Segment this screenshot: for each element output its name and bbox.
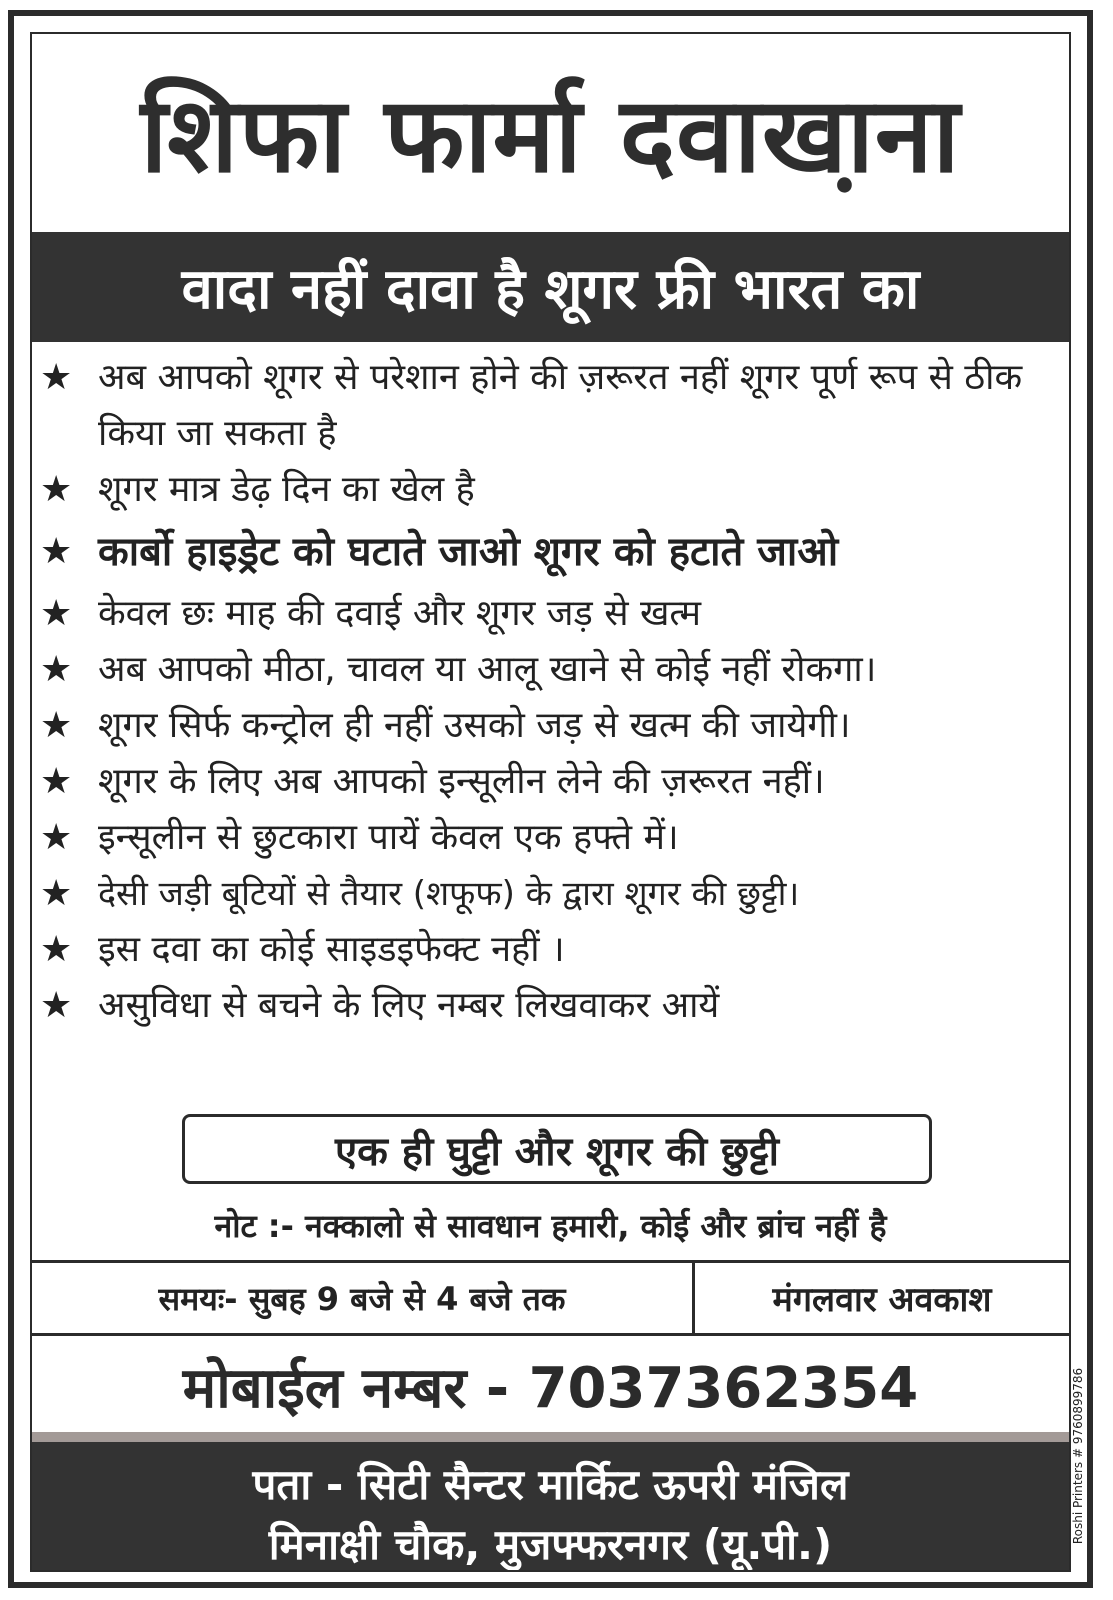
list-item-text: इन्सूलीन से छुटकारा पायें केवल एक हफ्ते में। (98, 817, 679, 858)
address-block (32, 1442, 1069, 1572)
list-item-text: शूगर मात्र डेढ़ दिन का खेल है (98, 469, 475, 510)
poster-inner-border (30, 32, 1071, 1572)
list-item (40, 754, 1069, 810)
weekly-holiday: मंगलवार अवकाश (772, 1280, 992, 1320)
list-item-text: कार्बो हाइड्रेट को घटाते जाओ शूगर को हटाते जाओ (98, 529, 839, 575)
list-item (40, 866, 1069, 922)
list-item-text: इस दवा का कोई साइडइफेक्ट नहीं । (98, 929, 565, 970)
star-icon: ★ (40, 593, 73, 634)
list-item-text: केवल छः माह की दवाई और शूगर जड़ से खत्म (98, 593, 702, 634)
star-icon: ★ (40, 761, 73, 802)
address-line-1: पता - सिटी सैन्टर मार्किट ऊपरी मंजिल (252, 1460, 849, 1509)
star-icon: ★ (40, 985, 73, 1026)
warning-note: नोट :- नक्कालो से सावधान हमारी, कोई और ब्रांच नहीं है (214, 1206, 887, 1245)
list-item-text: शूगर सिर्फ कन्ट्रोल ही नहीं उसको जड़ से खत्म की जायेगी। (98, 705, 851, 746)
list-item (40, 586, 1069, 642)
printer-credit-text: Roshi Printers # 9760899786 (1071, 1367, 1085, 1545)
star-icon: ★ (40, 817, 73, 858)
list-item-text: देसी जड़ी बूटियों से तैयार (शफूफ) के द्वारा शूगर की छुट्टी। (98, 874, 800, 914)
slogan-banner: वादा नहीं दावा है शूगर फ्री भारत का (32, 232, 1069, 342)
list-item-text: शूगर के लिए अब आपको इन्सूलीन लेने की ज़रूरत नहीं। (98, 761, 825, 802)
divider (32, 1432, 1069, 1442)
poster-frame (8, 10, 1093, 1588)
opening-hours: समयः- सुबह 9 बजे से 4 बजे तक (32, 1263, 695, 1333)
timing-row (32, 1260, 1069, 1336)
list-item-text: अब आपको शूगर से परेशान होने की ज़रूरत नहीं शूगर पूर्ण रूप से ठीक किया जा सकता है (98, 357, 1023, 454)
star-icon: ★ (40, 873, 73, 914)
list-item (40, 524, 1069, 580)
list-item (40, 642, 1069, 698)
tagline-box: एक ही घुट्टी और शूगर की छुट्टी (182, 1114, 932, 1184)
star-icon: ★ (40, 649, 73, 690)
list-item (40, 698, 1069, 754)
star-icon: ★ (40, 705, 73, 746)
list-item (40, 350, 1069, 462)
star-icon: ★ (40, 531, 73, 572)
list-item (40, 462, 1069, 518)
star-icon: ★ (40, 929, 73, 970)
star-icon: ★ (40, 469, 73, 510)
page-title: शिफा फार्मा दवाखा़ना (140, 74, 961, 196)
list-item (40, 922, 1069, 978)
list-item (40, 978, 1069, 1034)
printer-credit (1071, 1306, 1085, 1588)
star-icon: ★ (40, 357, 73, 398)
points-list (40, 350, 1069, 1034)
list-item-text: असुविधा से बचने के लिए नम्बर लिखवाकर आयें (98, 985, 720, 1026)
list-item-text: अब आपको मीठा, चावल या आलू खाने से कोई नहीं रोकगा। (98, 649, 877, 690)
mobile-number: मोबाईल नम्बर - 7037362354 (182, 1356, 919, 1421)
address-line-2: मिनाक्षी चौक, मुजफ्फरनगर (यू.पी.) (268, 1520, 833, 1569)
list-item (40, 810, 1069, 866)
